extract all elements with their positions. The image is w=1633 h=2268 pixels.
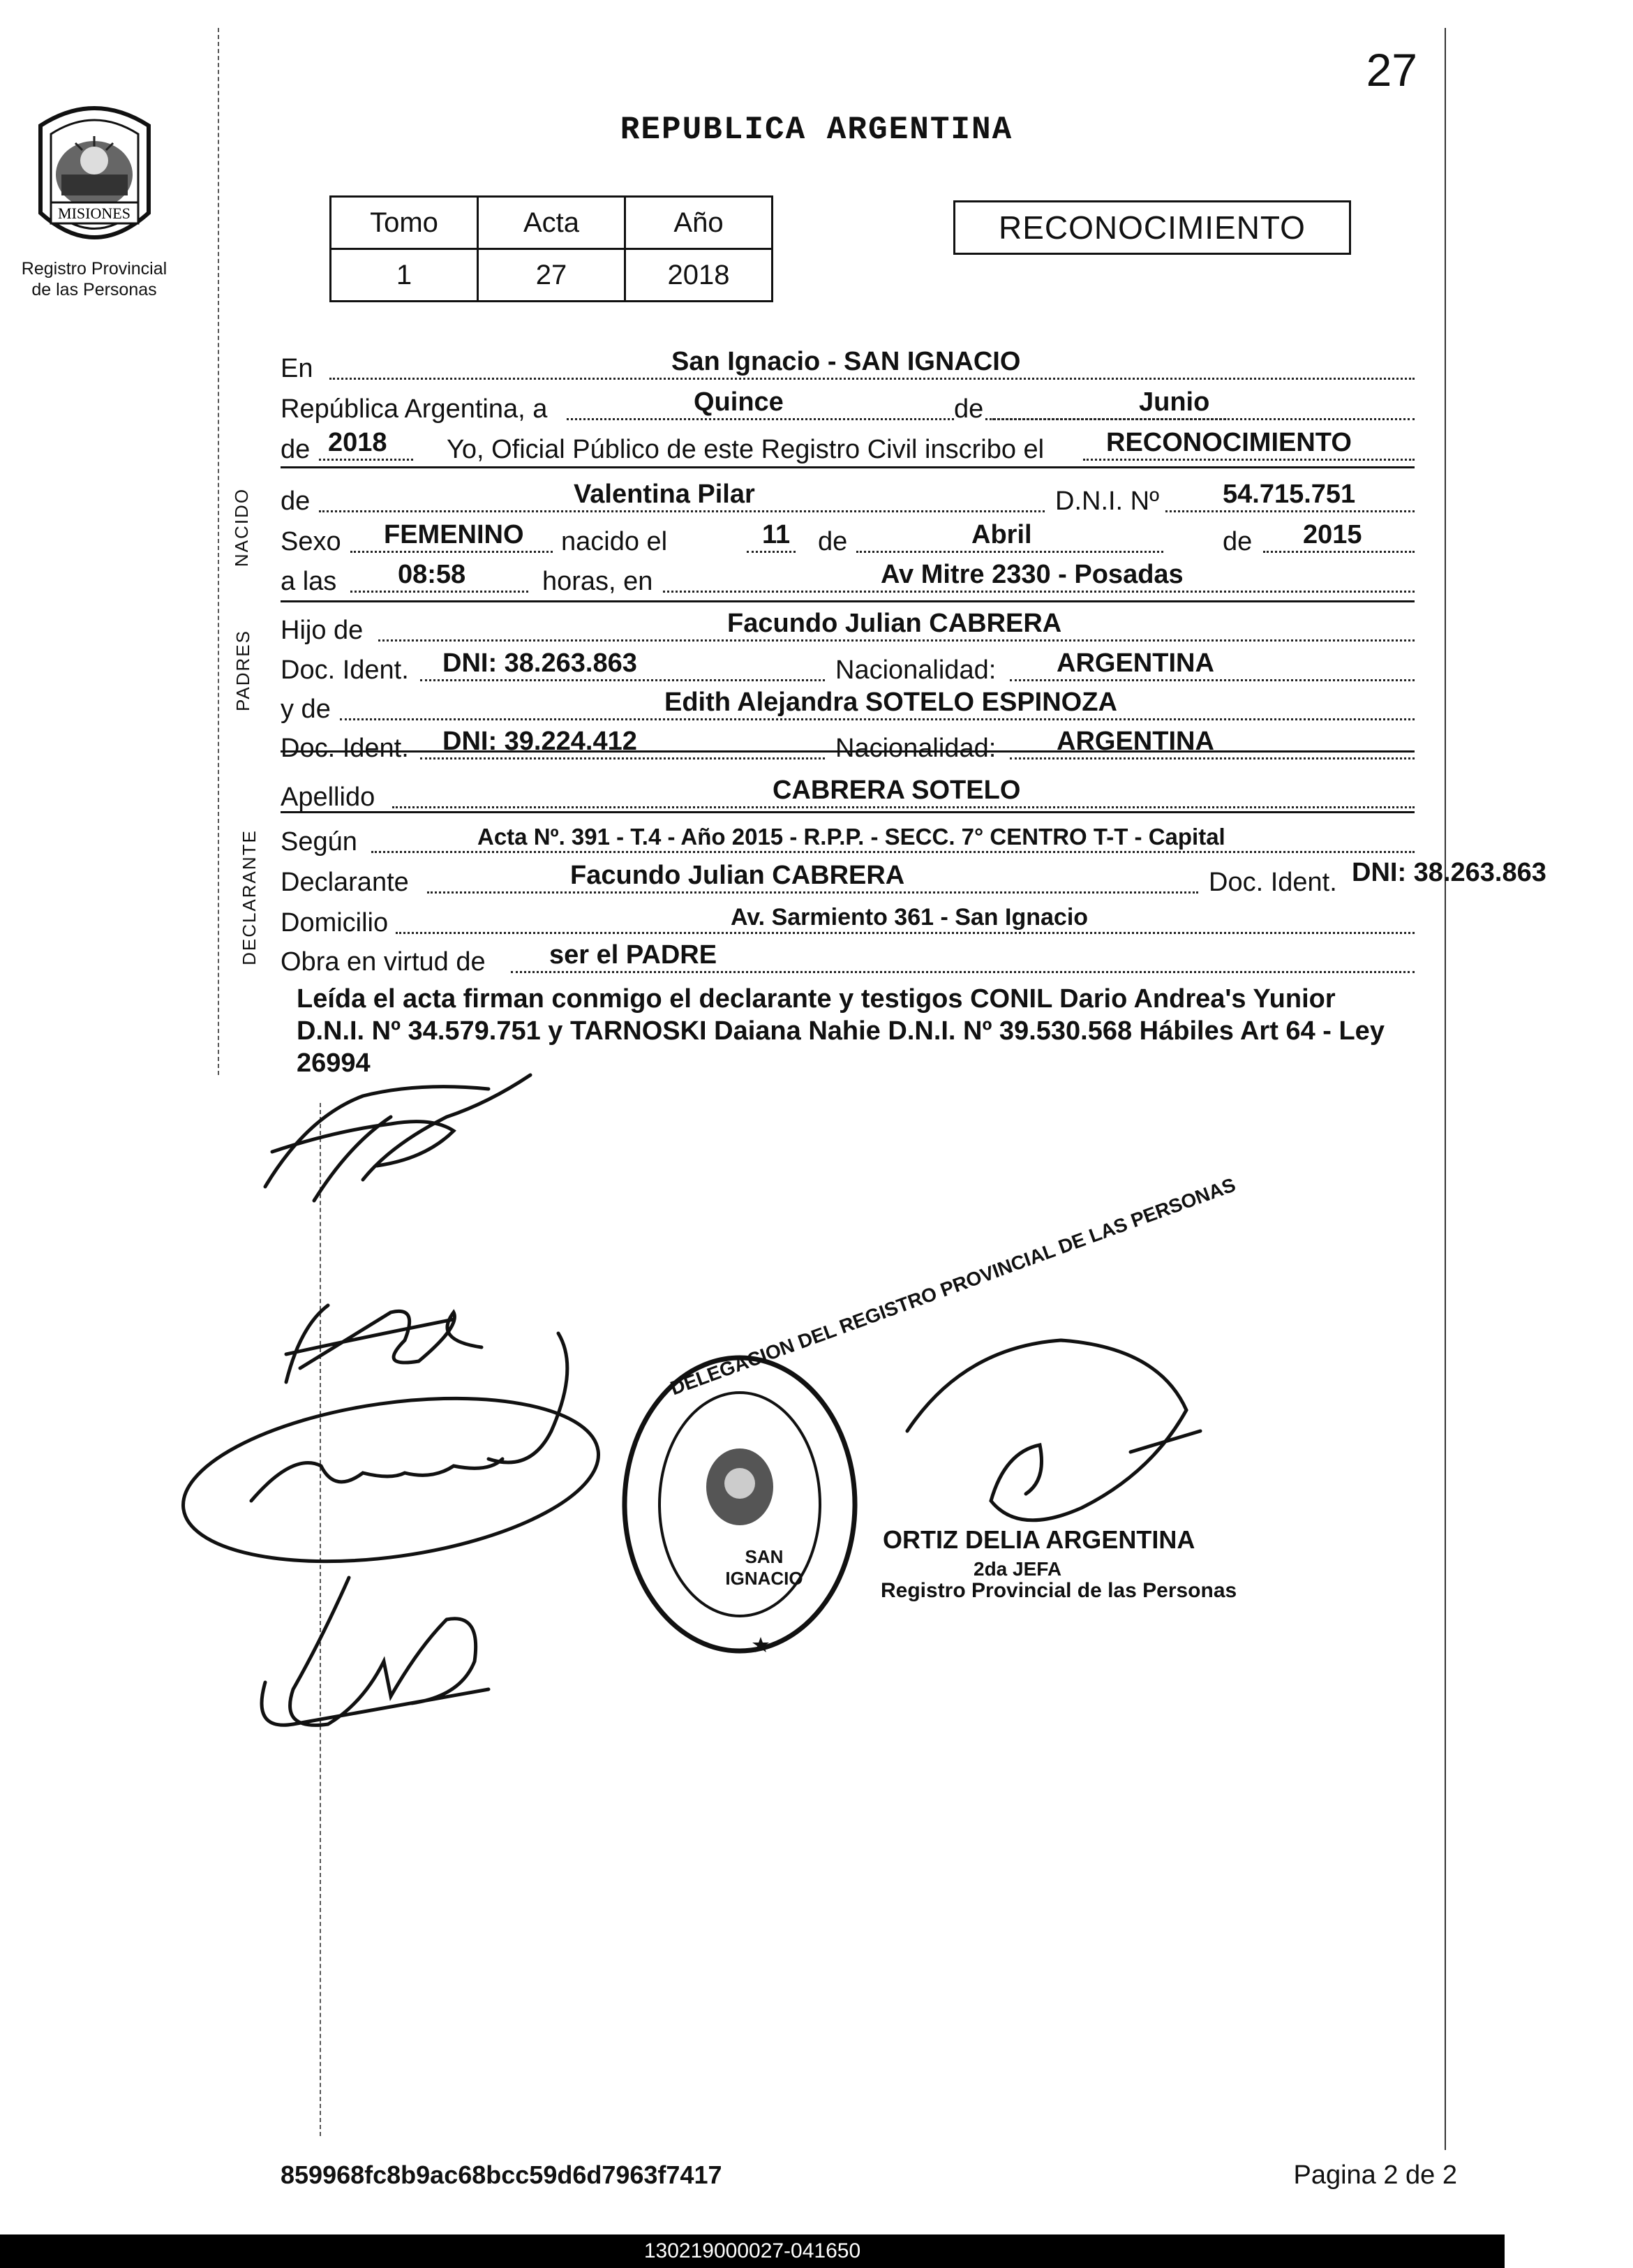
anio-value: 2018 [328, 428, 387, 457]
nombre-value: Valentina Pilar [574, 480, 755, 509]
stamp-inner-text: SAN IGNACIO [725, 1546, 803, 1589]
nacido-dia: 11 [762, 520, 791, 549]
madre-value: Edith Alejandra SOTELO ESPINOZA [664, 688, 1117, 717]
official-signature [262, 1578, 489, 1725]
oficial-text: Yo, Oficial Público de este Registro Civil inscribo el [447, 435, 1045, 464]
nacionalidad-label: Nacionalidad: [835, 734, 997, 763]
declarante-label: Declarante [281, 868, 409, 897]
apellido-label: Apellido [281, 783, 375, 812]
logo-text: MISIONES [58, 205, 131, 222]
nacido-mes: Abril [971, 520, 1032, 549]
stamp-ring-text: DELEGACION DEL REGISTRO PROVINCIAL DE LAS PERSONAS [667, 1173, 1239, 1400]
nacido-anio: 2015 [1303, 520, 1362, 549]
en-label: En [281, 354, 313, 383]
hora-value: 08:58 [398, 560, 466, 589]
official-org: Registro Provincial de las Personas [881, 1579, 1237, 1602]
doc-ident-label: Doc. Ident. [281, 655, 409, 685]
country-title: REPUBLICA ARGENTINA [620, 112, 1013, 148]
de-label: de [1223, 527, 1253, 556]
y-de-label: y de [281, 695, 331, 724]
official-name: ORTIZ DELIA ARGENTINA [883, 1525, 1195, 1554]
padre-doc: DNI: 38.263.863 [442, 648, 637, 678]
de-label: de [281, 487, 311, 516]
document-hash: 859968fc8b9ac68bcc59d6d7963f7417 [281, 2160, 722, 2189]
mes-value: Junio [1139, 387, 1210, 417]
lugar-value: Av Mitre 2330 - Posadas [881, 560, 1184, 589]
madre-doc: DNI: 39.224.412 [442, 727, 637, 756]
hijo-de-label: Hijo de [281, 616, 364, 645]
domicilio-label: Domicilio [281, 908, 389, 937]
official-title: 2da JEFA [974, 1558, 1062, 1580]
padre-value: Facundo Julian CABRERA [727, 609, 1062, 638]
sexo-value: FEMENINO [384, 520, 524, 549]
tomo-header: Tomo [331, 197, 478, 249]
record-type-box: RECONOCIMIENTO [953, 200, 1351, 255]
page-number: 27 [1366, 44, 1417, 96]
acta-value: 27 [478, 249, 625, 302]
dni-value: 54.715.751 [1223, 480, 1356, 509]
de-label: de [954, 394, 984, 424]
registry-caption-line1: Registro Provincial [21, 259, 167, 279]
doc-ident-label: Doc. Ident. [1209, 868, 1337, 897]
a-las-label: a las [281, 567, 337, 596]
apellido-value: CABRERA SOTELO [773, 776, 1021, 805]
registry-stamp [625, 1358, 855, 1652]
anio-value: 2018 [625, 249, 773, 302]
side-label-nacido: NACIDO [231, 487, 253, 568]
side-label-declarante: DECLARANTE [238, 829, 260, 965]
padre-nacionalidad: ARGENTINA [1057, 648, 1214, 678]
doc-ident-label: Doc. Ident. [281, 734, 409, 763]
dni-label: D.N.I. Nº [1055, 487, 1159, 516]
footer-code: 130219000027-041650 [643, 2239, 861, 2262]
tomo-value: 1 [331, 249, 478, 302]
witness-signature-2 [251, 1333, 567, 1501]
acta-header: Acta [478, 197, 625, 249]
segun-label: Según [281, 827, 357, 857]
witness-signature-1 [286, 1305, 482, 1382]
inscribe-value: RECONOCIMIENTO [1106, 428, 1352, 457]
domicilio-value: Av. Sarmiento 361 - San Ignacio [731, 904, 1089, 931]
republica-label: República Argentina, a [281, 394, 548, 424]
registry-caption-line2: de las Personas [31, 280, 157, 299]
closing-statement: Leída el acta firman conmigo el declarante y testigos CONIL Dario Andrea's Yunior D.N.I. Nº 34.579.751 y TARNOSKI Daiana Nahie D.N.I. Nº 39.530.568 Hábiles Art 64 - Ley 26994 [297, 984, 1385, 1078]
nacido-label: nacido el [561, 527, 668, 556]
obra-value: ser el PADRE [549, 940, 717, 970]
declarante-value: Facundo Julian CABRERA [570, 861, 905, 890]
dia-value: Quince [694, 387, 784, 417]
sexo-label: Sexo [281, 527, 341, 556]
de-label: de [281, 435, 311, 464]
segun-value: Acta Nº. 391 - T.4 - Año 2015 - R.P.P. - SECC. 7° CENTRO T-T - Capital [477, 824, 1225, 850]
side-label-padres: PADRES [232, 630, 253, 711]
anio-header: Año [625, 197, 773, 249]
en-value: San Ignacio - SAN IGNACIO [671, 347, 1021, 376]
declarant-signature [265, 1075, 530, 1201]
de-label: de [818, 527, 848, 556]
declarante-doc: DNI: 38.263.863 [1352, 858, 1546, 887]
page-indicator: Pagina 2 de 2 [1293, 2160, 1457, 2190]
jefa-signature [907, 1340, 1200, 1520]
horas-en-label: horas, en [542, 567, 653, 596]
obra-label: Obra en virtud de [281, 947, 486, 977]
footer-code-bar [0, 2234, 1505, 2268]
nacionalidad-label: Nacionalidad: [835, 655, 997, 685]
madre-nacionalidad: ARGENTINA [1057, 727, 1214, 756]
witness-signature-2-loop [173, 1374, 609, 1585]
